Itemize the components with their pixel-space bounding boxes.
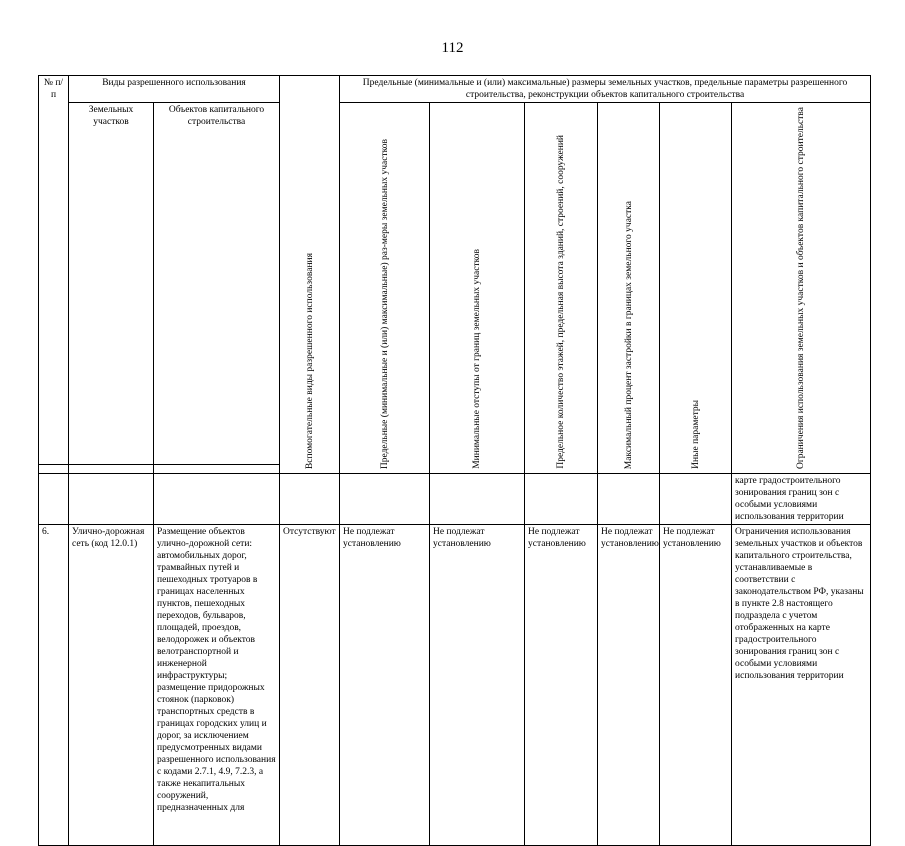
row-auxiliary: Отсутствуют: [280, 525, 340, 846]
row-num: 6.: [39, 525, 69, 846]
row-other: Не подлежат установлению: [660, 525, 732, 846]
header-col-sizes: Предельные (минимальные и (или) максимальные) раз-меры земельных участков: [340, 103, 430, 474]
row-sizes: Не подлежат установлению: [340, 525, 430, 846]
row-objects: Размещение объектов улично-дорожной сети: автомобильных дорог, трамвайных путей и пешеходных тротуаров в границах населенных пунктов, пешеходных переходов, бульваров, площадей, проездов, велодорожек и объектов велотранспортной и инженерной инфраструктуры; размещение придорожных стоянок (парковок) транспортных средств в границах городских улиц и дорог, за исключением предусмотренных видами разрешенного использования с кодами 2.7.1, 4.9, 7.2.3, а также некапитальных сооружений, предназначенных для: [154, 525, 280, 846]
header-col-restrictions: Ограничения использования земельных участков и объектов капитального строительства: [732, 103, 871, 474]
header-permitted-uses: Виды разрешенного использования: [69, 76, 280, 103]
table-row: [39, 525, 871, 846]
row-coverage: Не подлежат установлению: [598, 525, 660, 846]
row-land-use: Улично-дорожная сеть (код 12.0.1): [69, 525, 154, 846]
regulations-table: [38, 75, 871, 846]
header-col-coverage: Максимальный процент застройки в границах земельного участка: [598, 103, 660, 474]
page-number: 112: [441, 40, 464, 56]
header-num: № п/п: [39, 76, 69, 465]
table-row: [39, 474, 871, 525]
header-col-floors: Предельное количество этажей, предельная высота зданий, строений, сооружений: [525, 103, 598, 474]
row-restrictions: Ограничения использования земельных участков и объектов капитального строительства, устанавливаемые в соответствии с законодательством РФ, указаны в пункте 2.8 настоящего подраздела с учетом отображенных на карте градостроительного зонирования границ зон с особыми условиями использования территории: [732, 525, 871, 846]
header-limits-group: Предельные (минимальные и (или) максимальные) размеры земельных участков, предельные параметры разрешенного строительства, реконструкции объектов капитального строительства: [340, 76, 871, 103]
header-auxiliary-uses: Вспомогательные виды разрешенного использования: [280, 76, 340, 474]
header-capital-objects: Объектов капитального строительства: [154, 103, 280, 465]
header-land-plots: Земельных участков: [69, 103, 154, 465]
row-setbacks: Не подлежат установлению: [430, 525, 525, 846]
header-col-other: Иные параметры: [660, 103, 732, 474]
continuation-restrictions: карте градостроительного зонирования границ зон с особыми условиями использования территории: [732, 474, 871, 525]
header-col-setbacks: Минимальные отступы от границ земельных участков: [430, 103, 525, 474]
row-floors: Не подлежат установлению: [525, 525, 598, 846]
